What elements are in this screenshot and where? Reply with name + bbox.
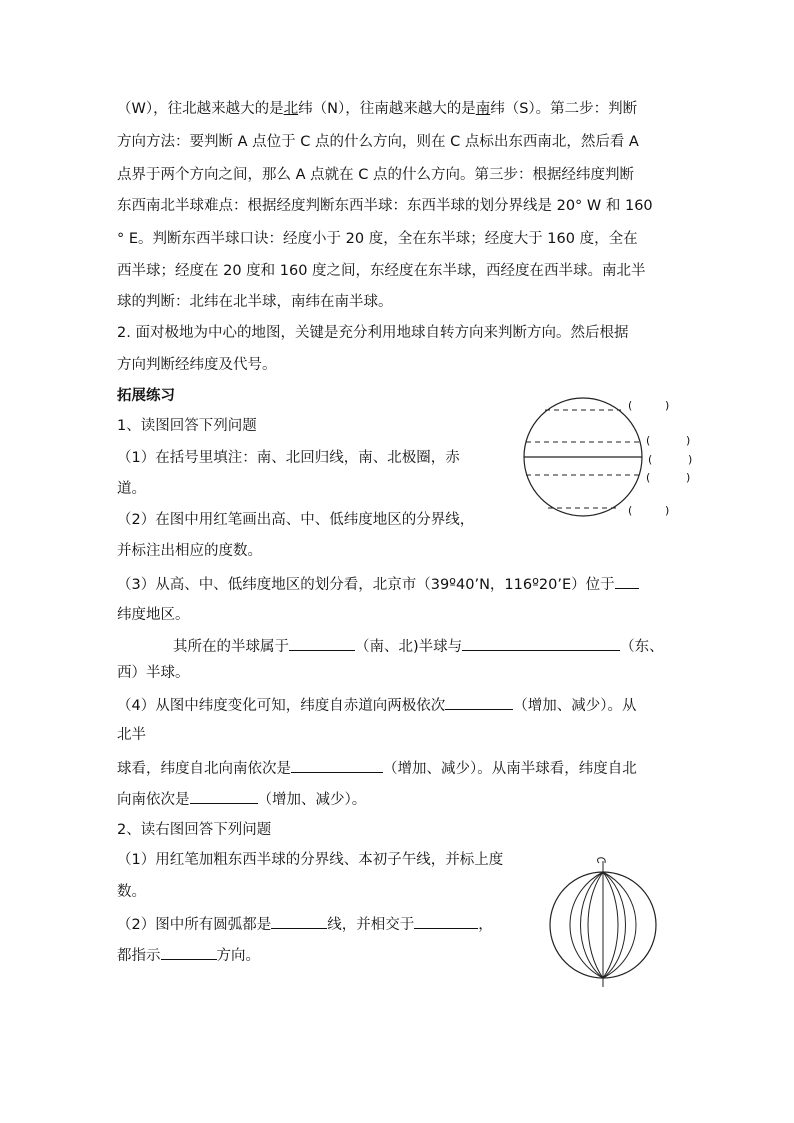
question-1-4-line-d — [117, 789, 366, 809]
meridian-arc — [588, 872, 603, 978]
label-paren-close: ) — [686, 471, 691, 484]
question-1-4-line-a — [117, 695, 636, 715]
meridian-arc — [603, 872, 636, 978]
question-1-3-line-c — [173, 636, 664, 656]
text-segment: （东、 — [620, 639, 664, 655]
answer-blank[interactable] — [190, 789, 258, 804]
label-paren-close: ) — [686, 434, 691, 447]
text-line-7: 球的判断：北纬在北半球，南纬在南半球。 — [117, 294, 393, 310]
question-2-1-line-b: 数。 — [117, 884, 146, 900]
meridian-globe-diagram — [543, 855, 663, 990]
label-paren-close: ) — [665, 399, 670, 412]
question-2-3-line — [117, 945, 260, 965]
underlined-text: 南 — [475, 101, 491, 117]
question-1-2-line-b: 并标注出相应的度数。 — [117, 543, 262, 559]
question-1-4-line-b: 北半 — [117, 727, 146, 743]
text-segment: （2）图中所有圆弧都是 — [117, 917, 272, 933]
label-paren-open: ( — [646, 434, 651, 447]
text-segment: 球看，纬度自北向南依次是 — [117, 761, 291, 777]
question-1-4-line-c — [117, 758, 637, 778]
underlined-text: 北 — [283, 101, 299, 117]
question-1-2-line-a: （2）在图中用红笔画出高、中、低纬度地区的分界线， — [117, 512, 475, 528]
text-line-2: 方向方法：要判断 A 点位于 C 点的什么方向，则在 C 点标出东西南北，然后看 A — [117, 134, 639, 150]
text-segment: （南、北)半球与 — [355, 639, 463, 655]
text-segment: 方向。 — [216, 948, 260, 964]
text-line-4: 东西南北半球难点：根据经度判断东西半球：东西半球的划分界线是 20° W 和 160 — [117, 198, 653, 214]
question-2-1-line-a: （1）用红笔加粗东西半球的分界线、本初子午线，并标上度 — [117, 852, 504, 868]
text-segment: （增加、减少）。从南半球看，纬度自北 — [383, 761, 637, 777]
meridian-arc — [570, 872, 603, 978]
text-segment: （3）从高、中、低纬度地区的划分看，北京市（39º40’N，116º20’E）位于 — [117, 577, 615, 593]
question-2-2-line — [117, 914, 493, 934]
north-pole-rotation-arrow — [597, 858, 605, 863]
answer-blank[interactable] — [462, 636, 620, 651]
answer-blank[interactable] — [161, 945, 217, 960]
question-1-1-line-b: 道。 — [117, 481, 146, 497]
text-segment: 向南依次是 — [117, 792, 190, 808]
text-segment: 都指示 — [117, 948, 161, 964]
text-line-6: 西半球；经度在 20 度和 160 度之间，东经度在东半球，西经度在西半球。南北半 — [117, 263, 646, 279]
answer-blank[interactable] — [271, 914, 327, 929]
answer-blank[interactable] — [445, 695, 513, 710]
text-segment: （增加、减少）。从 — [513, 698, 637, 714]
answer-blank[interactable] — [289, 636, 355, 651]
text-segment: 纬（S）。第二步：判断 — [490, 101, 638, 117]
text-line-1 — [117, 99, 637, 119]
text-line-5: ° E。判断东西半球口诀：经度小于 20 度，全在东半球；经度大于 160 度，全在 — [117, 231, 638, 247]
answer-blank[interactable] — [414, 914, 478, 929]
answer-blank[interactable] — [615, 574, 639, 589]
label-paren-open: ( — [628, 399, 633, 412]
text-segment: ， — [478, 917, 493, 933]
section-heading: 拓展练习 — [117, 388, 175, 404]
question-1-3-line-a — [117, 574, 639, 594]
text-segment: 其所在的半球属于 — [173, 639, 289, 655]
text-line-9: 方向判断经纬度及代号。 — [117, 357, 277, 373]
label-paren-open: ( — [648, 453, 653, 466]
latitude-globe-diagram — [522, 396, 652, 526]
meridian-arc — [603, 872, 618, 978]
question-1-3-line-d: 西）半球。 — [117, 665, 190, 681]
text-line-8: 2. 面对极地为中心的地图，关键是充分利用地球自转方向来判断方向。然后根据 — [117, 325, 629, 341]
text-segment: （W），往北越来越大的是 — [117, 101, 284, 117]
text-segment: 线，并相交于 — [327, 917, 415, 933]
text-segment: 纬（N），往南越来越大的是 — [298, 101, 476, 117]
answer-blank[interactable] — [291, 758, 383, 773]
text-segment: （4）从图中纬度变化可知，纬度自赤道向两极依次 — [117, 698, 446, 714]
label-paren-open: ( — [646, 471, 651, 484]
question-1-1-line-a: （1）在括号里填注：南、北回归线，南、北极圈，赤 — [117, 450, 460, 466]
question-1-title: 1、读图回答下列问题 — [117, 418, 257, 434]
text-segment: （增加、减少）。 — [257, 792, 367, 808]
label-paren-open: ( — [628, 504, 633, 517]
question-1-3-line-b: 纬度地区。 — [117, 607, 190, 623]
label-paren-close: ) — [688, 453, 693, 466]
text-line-3: 点界于两个方向之间，那么 A 点就在 C 点的什么方向。第三步：根据经纬度判断 — [117, 167, 634, 183]
label-paren-close: ) — [665, 504, 670, 517]
question-2-title: 2、读右图回答下列问题 — [117, 822, 272, 838]
